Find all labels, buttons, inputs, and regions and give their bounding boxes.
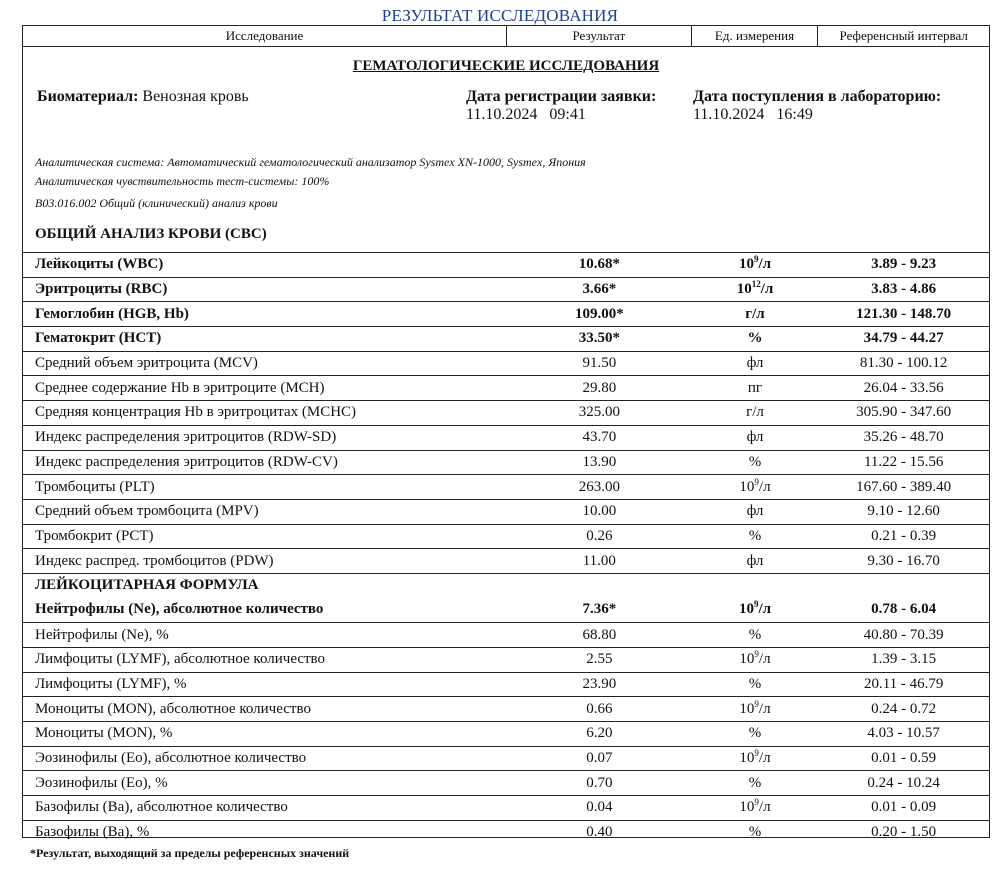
row-reference: 81.30 - 100.12 <box>859 355 948 372</box>
row-unit <box>692 750 819 767</box>
header-reference: Референсный интервал <box>839 28 968 43</box>
unit-exponent: 9 <box>753 599 759 610</box>
row-unit <box>692 404 819 421</box>
row-reference: 3.83 - 4.86 <box>871 281 937 298</box>
unit-exponent: 9 <box>754 649 759 660</box>
unit-exponent: 9 <box>754 698 759 709</box>
row-test-name: Эозинофилы (Eo), % <box>35 774 168 791</box>
subsection-label: ЛЕЙКОЦИТАРНАЯ ФОРМУЛА <box>35 577 259 594</box>
row-test-name: Нейтрофилы (Ne), % <box>35 626 169 643</box>
row-test-name: Моноциты (MON), % <box>35 725 173 742</box>
row-test-name: Средний объем тромбоцита (MPV) <box>35 503 259 520</box>
unit-base: пг <box>747 379 763 396</box>
row-unit <box>692 355 819 372</box>
row-unit <box>692 528 819 545</box>
table-row <box>23 450 989 475</box>
row-unit <box>692 306 819 323</box>
row-reference: 167.60 - 389.40 <box>856 478 952 495</box>
row-result: 7.36* <box>582 601 617 618</box>
row-test-name: Среднее содержание Hb в эритроците (MCH) <box>35 379 325 396</box>
row-unit <box>692 503 819 520</box>
arrival-label: Дата поступления в лабораторию: <box>693 88 942 105</box>
row-reference: 0.20 - 1.50 <box>871 824 937 841</box>
unit-base: % <box>748 453 762 470</box>
row-reference: 11.22 - 15.56 <box>863 453 944 470</box>
row-unit <box>692 256 819 273</box>
row-result: 3.66* <box>582 281 617 298</box>
row-test-name: Гемоглобин (HGB, Hb) <box>35 305 189 322</box>
subsection-title <box>23 573 989 598</box>
registration-date-value: 11.10.2024 <box>466 106 538 123</box>
unit-tail: /л <box>758 750 771 767</box>
row-unit <box>692 454 819 471</box>
row-reference: 0.24 - 0.72 <box>871 700 937 717</box>
row-reference: 0.01 - 0.09 <box>871 799 937 816</box>
table-row <box>23 351 989 376</box>
row-result: 0.07 <box>586 750 613 767</box>
table-row <box>23 820 989 845</box>
row-reference: 305.90 - 347.60 <box>856 404 952 421</box>
table-row <box>23 647 989 672</box>
analytic-system: Аналитическая система: Автоматический гематологический анализатор Sysmex XN-1000, Sysmex, Япония <box>35 155 586 169</box>
row-test-name: Средний объем эритроцита (MCV) <box>35 355 258 372</box>
row-reference: 9.30 - 16.70 <box>867 552 940 569</box>
arrival-time-value: 16:49 <box>776 106 813 123</box>
row-reference: 20.11 - 46.79 <box>863 676 944 693</box>
unit-tail: /л <box>758 601 772 618</box>
row-test-name: Нейтрофилы (Ne), абсолютное количество <box>35 601 324 618</box>
footnote: *Результат, выходящий за пределы референсных значений <box>30 846 350 860</box>
row-unit <box>692 553 819 570</box>
table-row <box>23 548 989 573</box>
registration-label: Дата регистрации заявки: <box>466 88 657 105</box>
unit-base: 10 <box>738 601 754 618</box>
row-test-name: Лимфоциты (LYMF), абсолютное количество <box>35 651 326 668</box>
row-result: 109.00* <box>574 305 624 322</box>
row-unit <box>692 775 819 792</box>
row-unit <box>692 476 819 496</box>
header-study: Исследование <box>23 26 507 46</box>
unit-exponent: 9 <box>754 797 759 808</box>
unit-exponent: 12 <box>751 279 761 290</box>
row-result: 10.00 <box>582 503 617 520</box>
table-row <box>23 696 989 721</box>
table-row <box>23 721 989 746</box>
row-result: 11.00 <box>582 552 616 569</box>
biomaterial-value: Венозная кровь <box>142 88 249 105</box>
row-unit <box>692 380 819 397</box>
row-result: 0.04 <box>586 799 613 816</box>
table-row <box>23 252 989 277</box>
row-reference: 0.21 - 0.39 <box>871 527 937 544</box>
unit-tail: /л <box>758 799 771 816</box>
unit-tail: /л <box>758 651 771 668</box>
unit-base: 10 <box>739 651 755 668</box>
unit-base: 10 <box>739 799 755 816</box>
row-result: 68.80 <box>582 626 617 643</box>
table-row <box>23 672 989 697</box>
row-test-name: Моноциты (MON), абсолютное количество <box>35 700 311 717</box>
row-result: 0.40 <box>586 824 613 841</box>
page-title: РЕЗУЛЬТАТ ИССЛЕДОВАНИЯ <box>381 6 619 25</box>
row-reference: 3.89 - 9.23 <box>871 256 937 273</box>
row-reference: 35.26 - 48.70 <box>863 429 944 446</box>
row-result: 33.50* <box>578 330 620 347</box>
row-test-name: Базофилы (Ba), % <box>35 824 150 841</box>
unit-base: % <box>748 626 762 643</box>
biomaterial <box>37 88 249 106</box>
unit-exponent: 9 <box>753 254 759 265</box>
row-result: 23.90 <box>582 676 617 693</box>
row-reference: 34.79 - 44.27 <box>863 330 944 347</box>
unit-tail: /л <box>758 478 771 495</box>
table-row <box>23 277 989 302</box>
table-row <box>23 622 989 647</box>
row-result: 263.00 <box>578 478 620 495</box>
unit-base: фл <box>746 552 764 569</box>
row-result: 29.80 <box>582 379 617 396</box>
arrival-date-value: 11.10.2024 <box>693 106 765 123</box>
row-result: 325.00 <box>578 404 620 421</box>
row-unit <box>692 824 819 841</box>
unit-base: фл <box>746 429 764 446</box>
row-unit <box>692 698 819 718</box>
row-test-name: Базофилы (Ba), абсолютное количество <box>35 799 288 816</box>
row-result: 0.66 <box>586 700 613 717</box>
result-rows <box>23 252 989 845</box>
unit-base: % <box>748 527 762 544</box>
row-test-name: Индекс распред. тромбоцитов (PDW) <box>35 552 274 569</box>
row-unit <box>692 725 819 742</box>
unit-base: фл <box>746 503 764 520</box>
row-reference: 9.10 - 12.60 <box>867 503 940 520</box>
unit-base: % <box>747 330 763 347</box>
table-row <box>23 524 989 549</box>
row-reference: 0.78 - 6.04 <box>871 601 937 618</box>
row-reference: 0.01 - 0.59 <box>871 750 937 767</box>
row-reference: 0.24 - 10.24 <box>867 774 940 791</box>
unit-exponent: 9 <box>754 748 759 759</box>
row-test-name: Тромбоциты (PLT) <box>35 478 155 495</box>
unit-base: фл <box>746 355 764 372</box>
row-result: 0.70 <box>586 774 613 791</box>
unit-base: % <box>748 725 762 742</box>
unit-tail: /л <box>758 700 771 717</box>
table-row <box>23 795 989 820</box>
row-unit <box>692 601 819 618</box>
row-unit <box>692 627 819 644</box>
header-result: Результат <box>507 26 692 46</box>
section-title: ГЕМАТОЛОГИЧЕСКИЕ ИССЛЕДОВАНИЯ <box>352 58 660 74</box>
row-reference: 4.03 - 10.57 <box>867 725 940 742</box>
row-reference: 121.30 - 148.70 <box>856 305 952 322</box>
table-row <box>23 375 989 400</box>
sensitivity: Аналитическая чувствительность тест-системы: 100% <box>35 174 330 188</box>
registration-date <box>466 88 656 124</box>
table-row <box>23 474 989 499</box>
row-unit <box>692 651 819 668</box>
unit-tail: /л <box>760 281 774 298</box>
unit-base: 10 <box>738 256 754 273</box>
header-unit: Ед. измерения <box>692 26 819 46</box>
table-row <box>23 770 989 795</box>
row-result: 91.50 <box>582 355 617 372</box>
row-reference: 40.80 - 70.39 <box>863 626 944 643</box>
row-test-name: Индекс распределения эритроцитов (RDW-CV) <box>35 453 338 470</box>
unit-base: % <box>748 824 762 841</box>
row-result: 2.55 <box>586 651 613 668</box>
row-test-name: Лейкоциты (WBC) <box>35 256 164 273</box>
cbc-title: ОБЩИЙ АНАЛИЗ КРОВИ (CBC) <box>35 226 267 242</box>
unit-tail: /л <box>758 256 772 273</box>
unit-base: 10 <box>739 700 755 717</box>
row-result: 0.26 <box>586 527 613 544</box>
unit-base: г/л <box>746 404 764 421</box>
unit-base: 10 <box>736 281 752 298</box>
row-test-name: Гематокрит (HCT) <box>35 330 162 347</box>
unit-base: % <box>748 676 762 693</box>
results-table <box>22 25 990 841</box>
row-reference: 26.04 - 33.56 <box>863 379 944 396</box>
row-test-name: Индекс распределения эритроцитов (RDW-SD) <box>35 429 337 446</box>
arrival-date <box>693 88 941 124</box>
table-row <box>23 326 989 351</box>
row-reference: 1.39 - 3.15 <box>871 651 937 668</box>
row-unit <box>692 330 819 347</box>
service-code: B03.016.002 Общий (клинический) анализ крови <box>35 196 278 210</box>
row-result: 6.20 <box>586 725 613 742</box>
row-unit <box>692 676 819 693</box>
table-row <box>23 598 989 623</box>
row-result: 10.68* <box>578 256 620 273</box>
row-result: 43.70 <box>582 429 617 446</box>
biomaterial-label: Биоматериал: <box>37 88 139 105</box>
row-unit <box>692 799 819 816</box>
row-test-name: Средняя концентрация Hb в эритроцитах (MCHC) <box>35 404 357 421</box>
row-test-name: Эритроциты (RBC) <box>35 281 168 298</box>
unit-base: % <box>748 774 762 791</box>
row-result: 13.90 <box>582 453 617 470</box>
unit-base: г/л <box>745 305 765 322</box>
table-row <box>23 301 989 326</box>
table-row <box>23 425 989 450</box>
row-unit <box>692 281 819 298</box>
registration-time-value: 09:41 <box>549 106 586 123</box>
table-row <box>23 499 989 524</box>
row-unit <box>692 429 819 446</box>
table-row <box>23 746 989 771</box>
row-test-name: Эозинофилы (Eo), абсолютное количество <box>35 750 307 767</box>
unit-base: 10 <box>739 750 755 767</box>
unit-exponent: 9 <box>754 476 759 487</box>
table-row <box>23 400 989 425</box>
row-test-name: Тромбокрит (PCT) <box>35 527 154 544</box>
row-test-name: Лимфоциты (LYMF), % <box>35 676 187 693</box>
table-header <box>23 26 989 47</box>
unit-base: 10 <box>739 478 755 495</box>
